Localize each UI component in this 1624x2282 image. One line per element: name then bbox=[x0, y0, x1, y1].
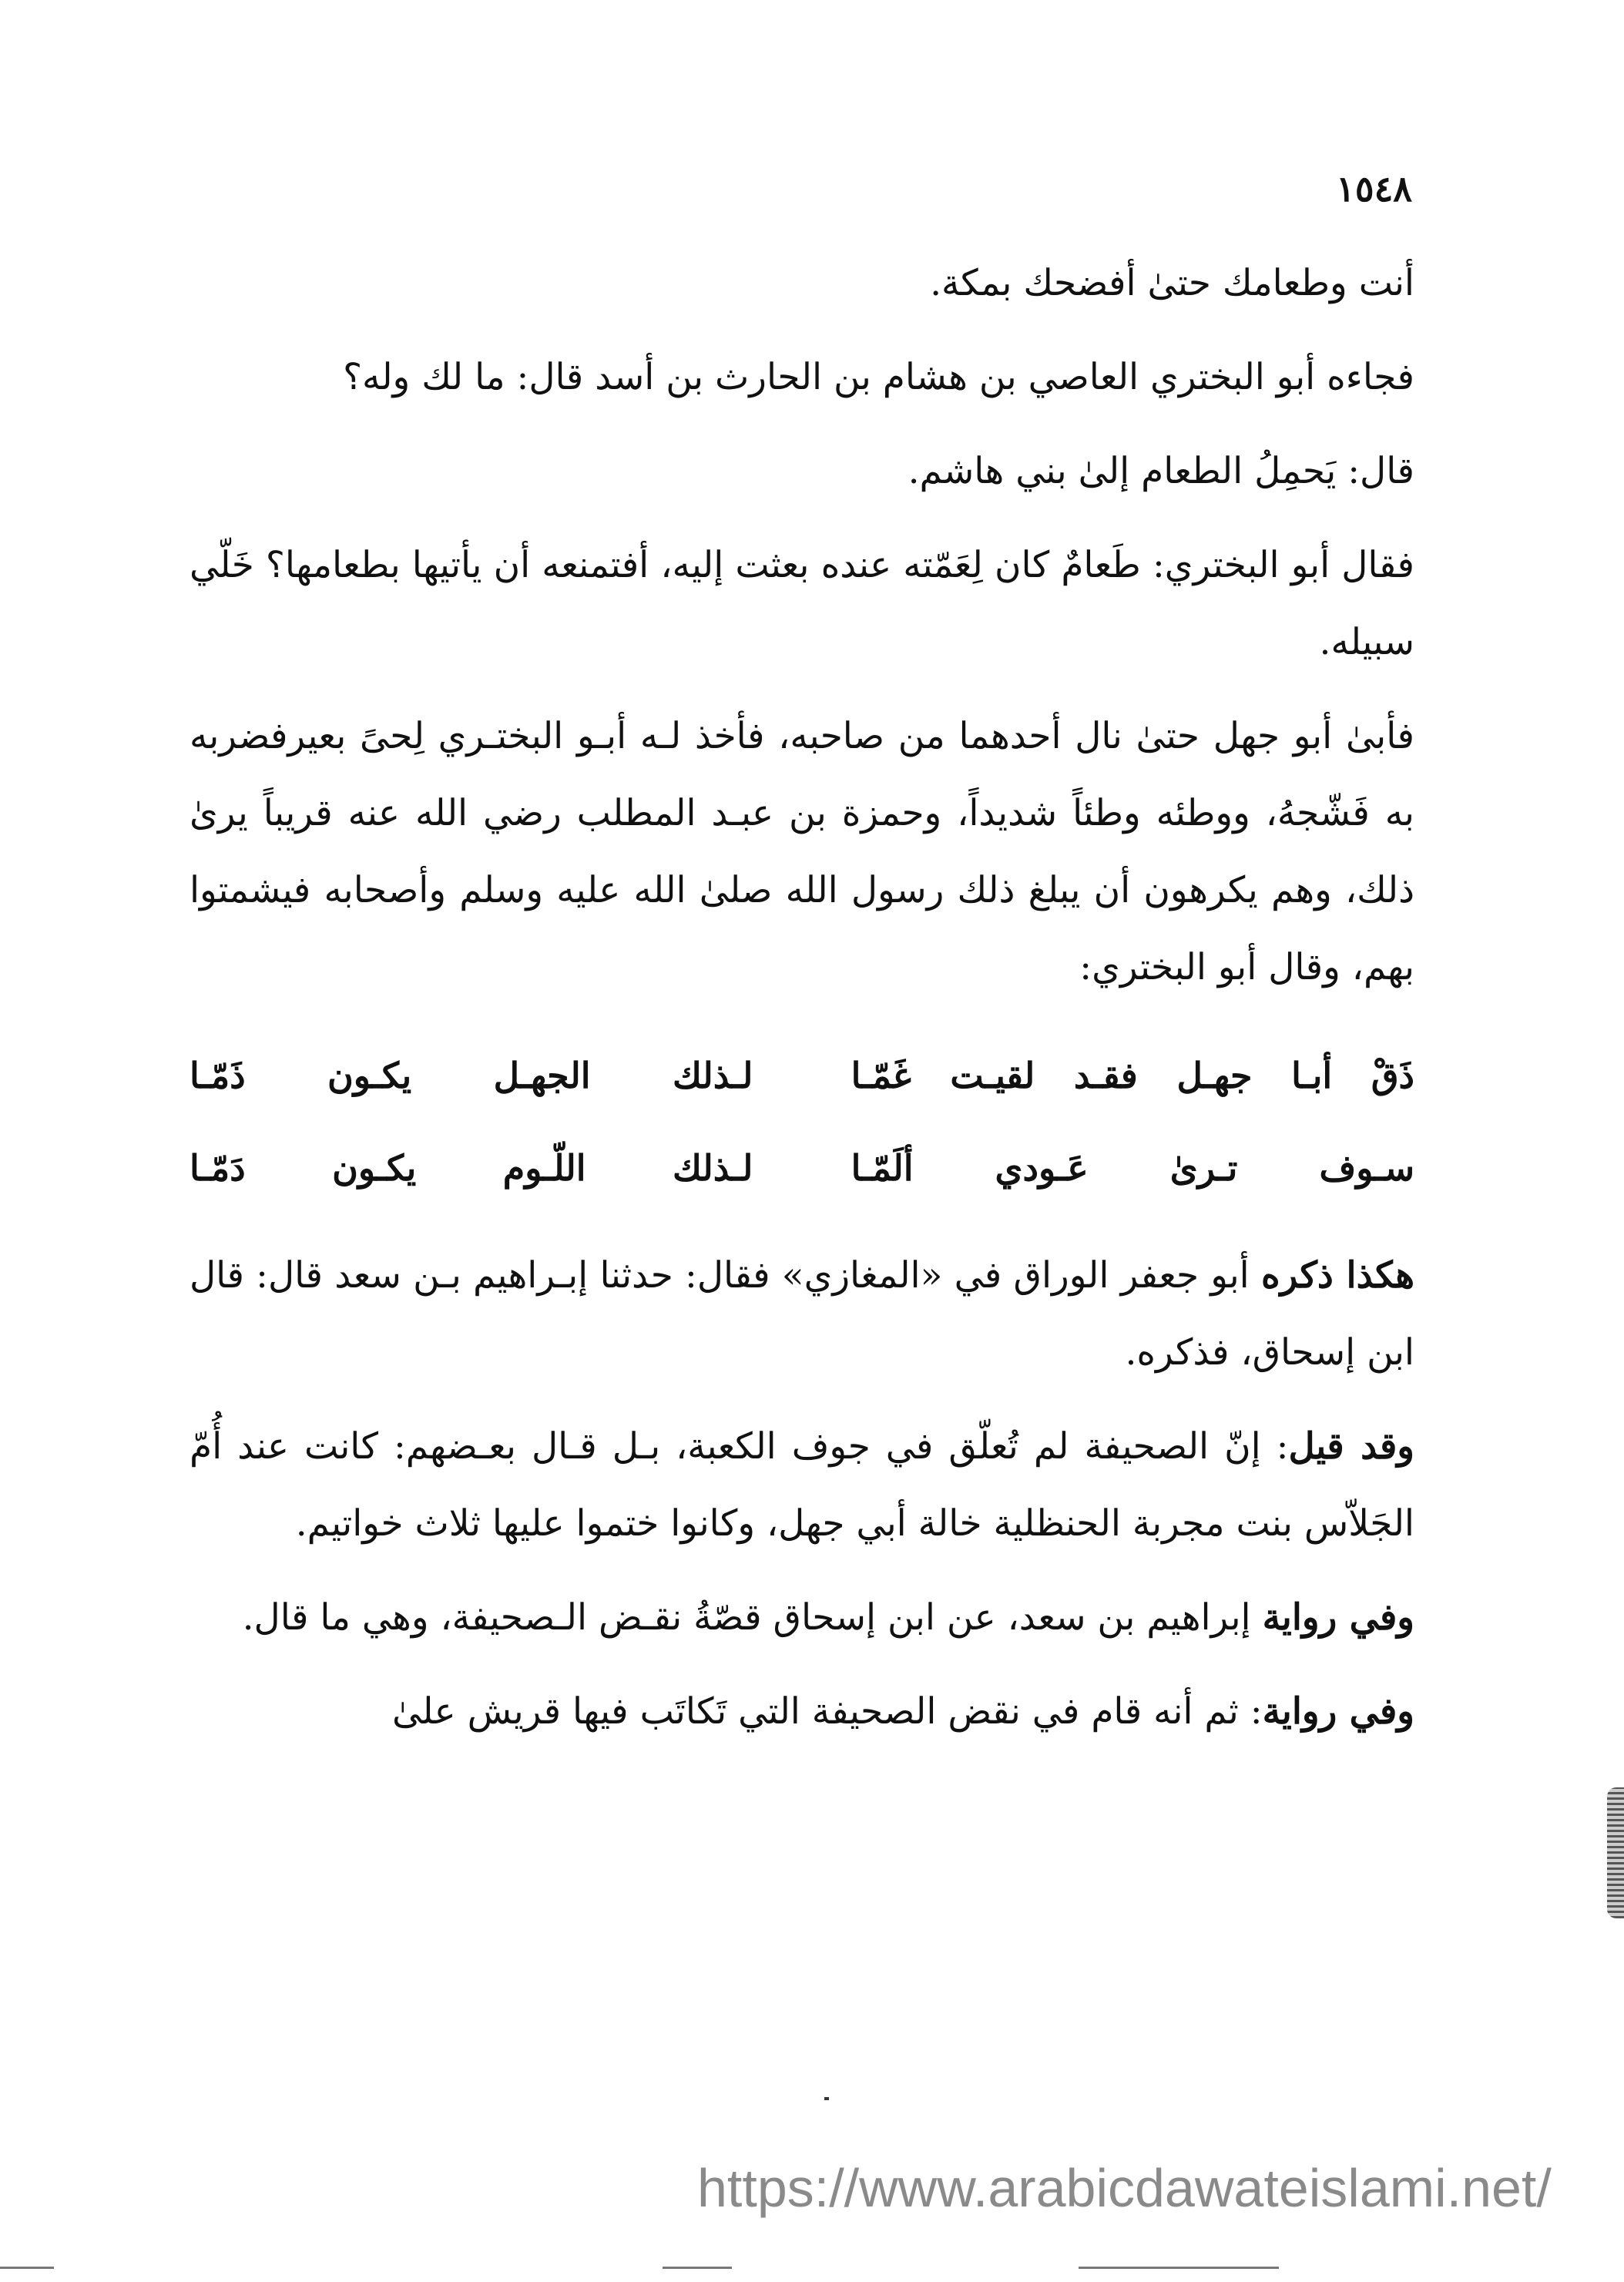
paragraph-lead: هكذا ذكره bbox=[1260, 1254, 1414, 1297]
paragraph-text: قال: يَحمِلُ الطعام إلىٰ بني هاشم. bbox=[908, 450, 1414, 492]
paragraph-lead: وفي رواية bbox=[1262, 1596, 1414, 1639]
verse-first-hemistich: ذَقْ أبـا جهـل فقـد لقيـت غَمّـا bbox=[851, 1055, 1414, 1096]
paragraph-9 bbox=[190, 1673, 1414, 1750]
verse-first-hemistich: سـوف تـرىٰ عَـودي ألَمّـا bbox=[851, 1147, 1414, 1189]
bottom-rule-right bbox=[1079, 2267, 1279, 2269]
scan-dot-mark bbox=[824, 2097, 829, 2100]
bottom-rule-left bbox=[0, 2267, 54, 2269]
paragraph-lead: وفي رواية bbox=[1262, 1690, 1414, 1733]
paragraph-text: فقال أبو البختري: طَعامٌ كان لِعَمّته عنده بعثت إليه، أفتمنعه أن يأتيها بطعامها؟ خَلّي سبيله. bbox=[190, 544, 1414, 663]
paragraph-5 bbox=[190, 698, 1414, 1006]
bottom-rule-mid bbox=[663, 2267, 732, 2269]
verse-second-hemistich: لـذلك اللّـوم يكـون دَمّـا bbox=[190, 1147, 753, 1189]
verse-second-hemistich: لـذلك الجهـل يكـون ذَمّـا bbox=[190, 1055, 753, 1096]
paragraph-text: فجاءه أبو البختري العاصي بن هشام بن الحارث بن أسد قال: ما لك وله؟ bbox=[343, 356, 1414, 398]
poem bbox=[190, 1029, 1414, 1214]
paragraph-text: أبو جعفر الوراق في «المغازي» فقال: حدثنا إبـراهيم بـن سعد قال: قال ابن إسحاق، فذكره. bbox=[190, 1254, 1414, 1374]
paragraph-text: إبراهيم بن سعد، عن ابن إسحاق قصّةُ نقـض الـصحيفة، وهي ما قال. bbox=[242, 1596, 1263, 1639]
paragraph-lead: وقد قيل bbox=[1288, 1425, 1414, 1468]
paragraph-2 bbox=[190, 339, 1414, 416]
paragraph-1 bbox=[190, 245, 1414, 322]
paragraph-text: : إنّ الصحيفة لم تُعلّق في جوف الكعبة، بـل قـال بعـضهم: كانت عند أُمّ الجَلاّس بنت مجربة الحنظلية خالة أبي جهل، وكانوا ختموا عليها ثلاث خواتيم. bbox=[190, 1425, 1414, 1545]
scan-edge-mark bbox=[1607, 1787, 1624, 1918]
watermark-url: https://www.arabicdawateislami.net/ bbox=[697, 2158, 1552, 2218]
paragraph-text: أنت وطعامك حتىٰ أفضحك بمكة. bbox=[930, 262, 1414, 304]
paragraph-text: فأبىٰ أبو جهل حتىٰ نال أحدهما من صاحبه، فأخذ لـه أبـو البختـري لِحىً بعيرفضربه به فَشّجهُ، ووطئه وطئاً شديداً، وحمزة بن عبـد المطلب رضي الله عنه قريباً يرىٰ ذلك، وهم يكرهون أن يبلغ ذلك رسول الله صلىٰ الله عليه وسلم وأصحابه فيشمتوا بهم، وقال أبو البختري: bbox=[190, 715, 1414, 988]
paragraph-text: : ثم أنه قام في نقض الصحيفة التي تَكاتَب فيها قريش علىٰ bbox=[391, 1690, 1263, 1733]
paragraph-8 bbox=[190, 1579, 1414, 1656]
paragraph-4 bbox=[190, 527, 1414, 681]
poem-verse-2 bbox=[190, 1122, 1414, 1214]
page-body bbox=[190, 245, 1414, 1767]
poem-verse-1 bbox=[190, 1029, 1414, 1122]
paragraph-7 bbox=[190, 1408, 1414, 1562]
paragraph-6 bbox=[190, 1237, 1414, 1391]
paragraph-3 bbox=[190, 433, 1414, 510]
page-number: ١٥٤٨ bbox=[1336, 168, 1412, 210]
